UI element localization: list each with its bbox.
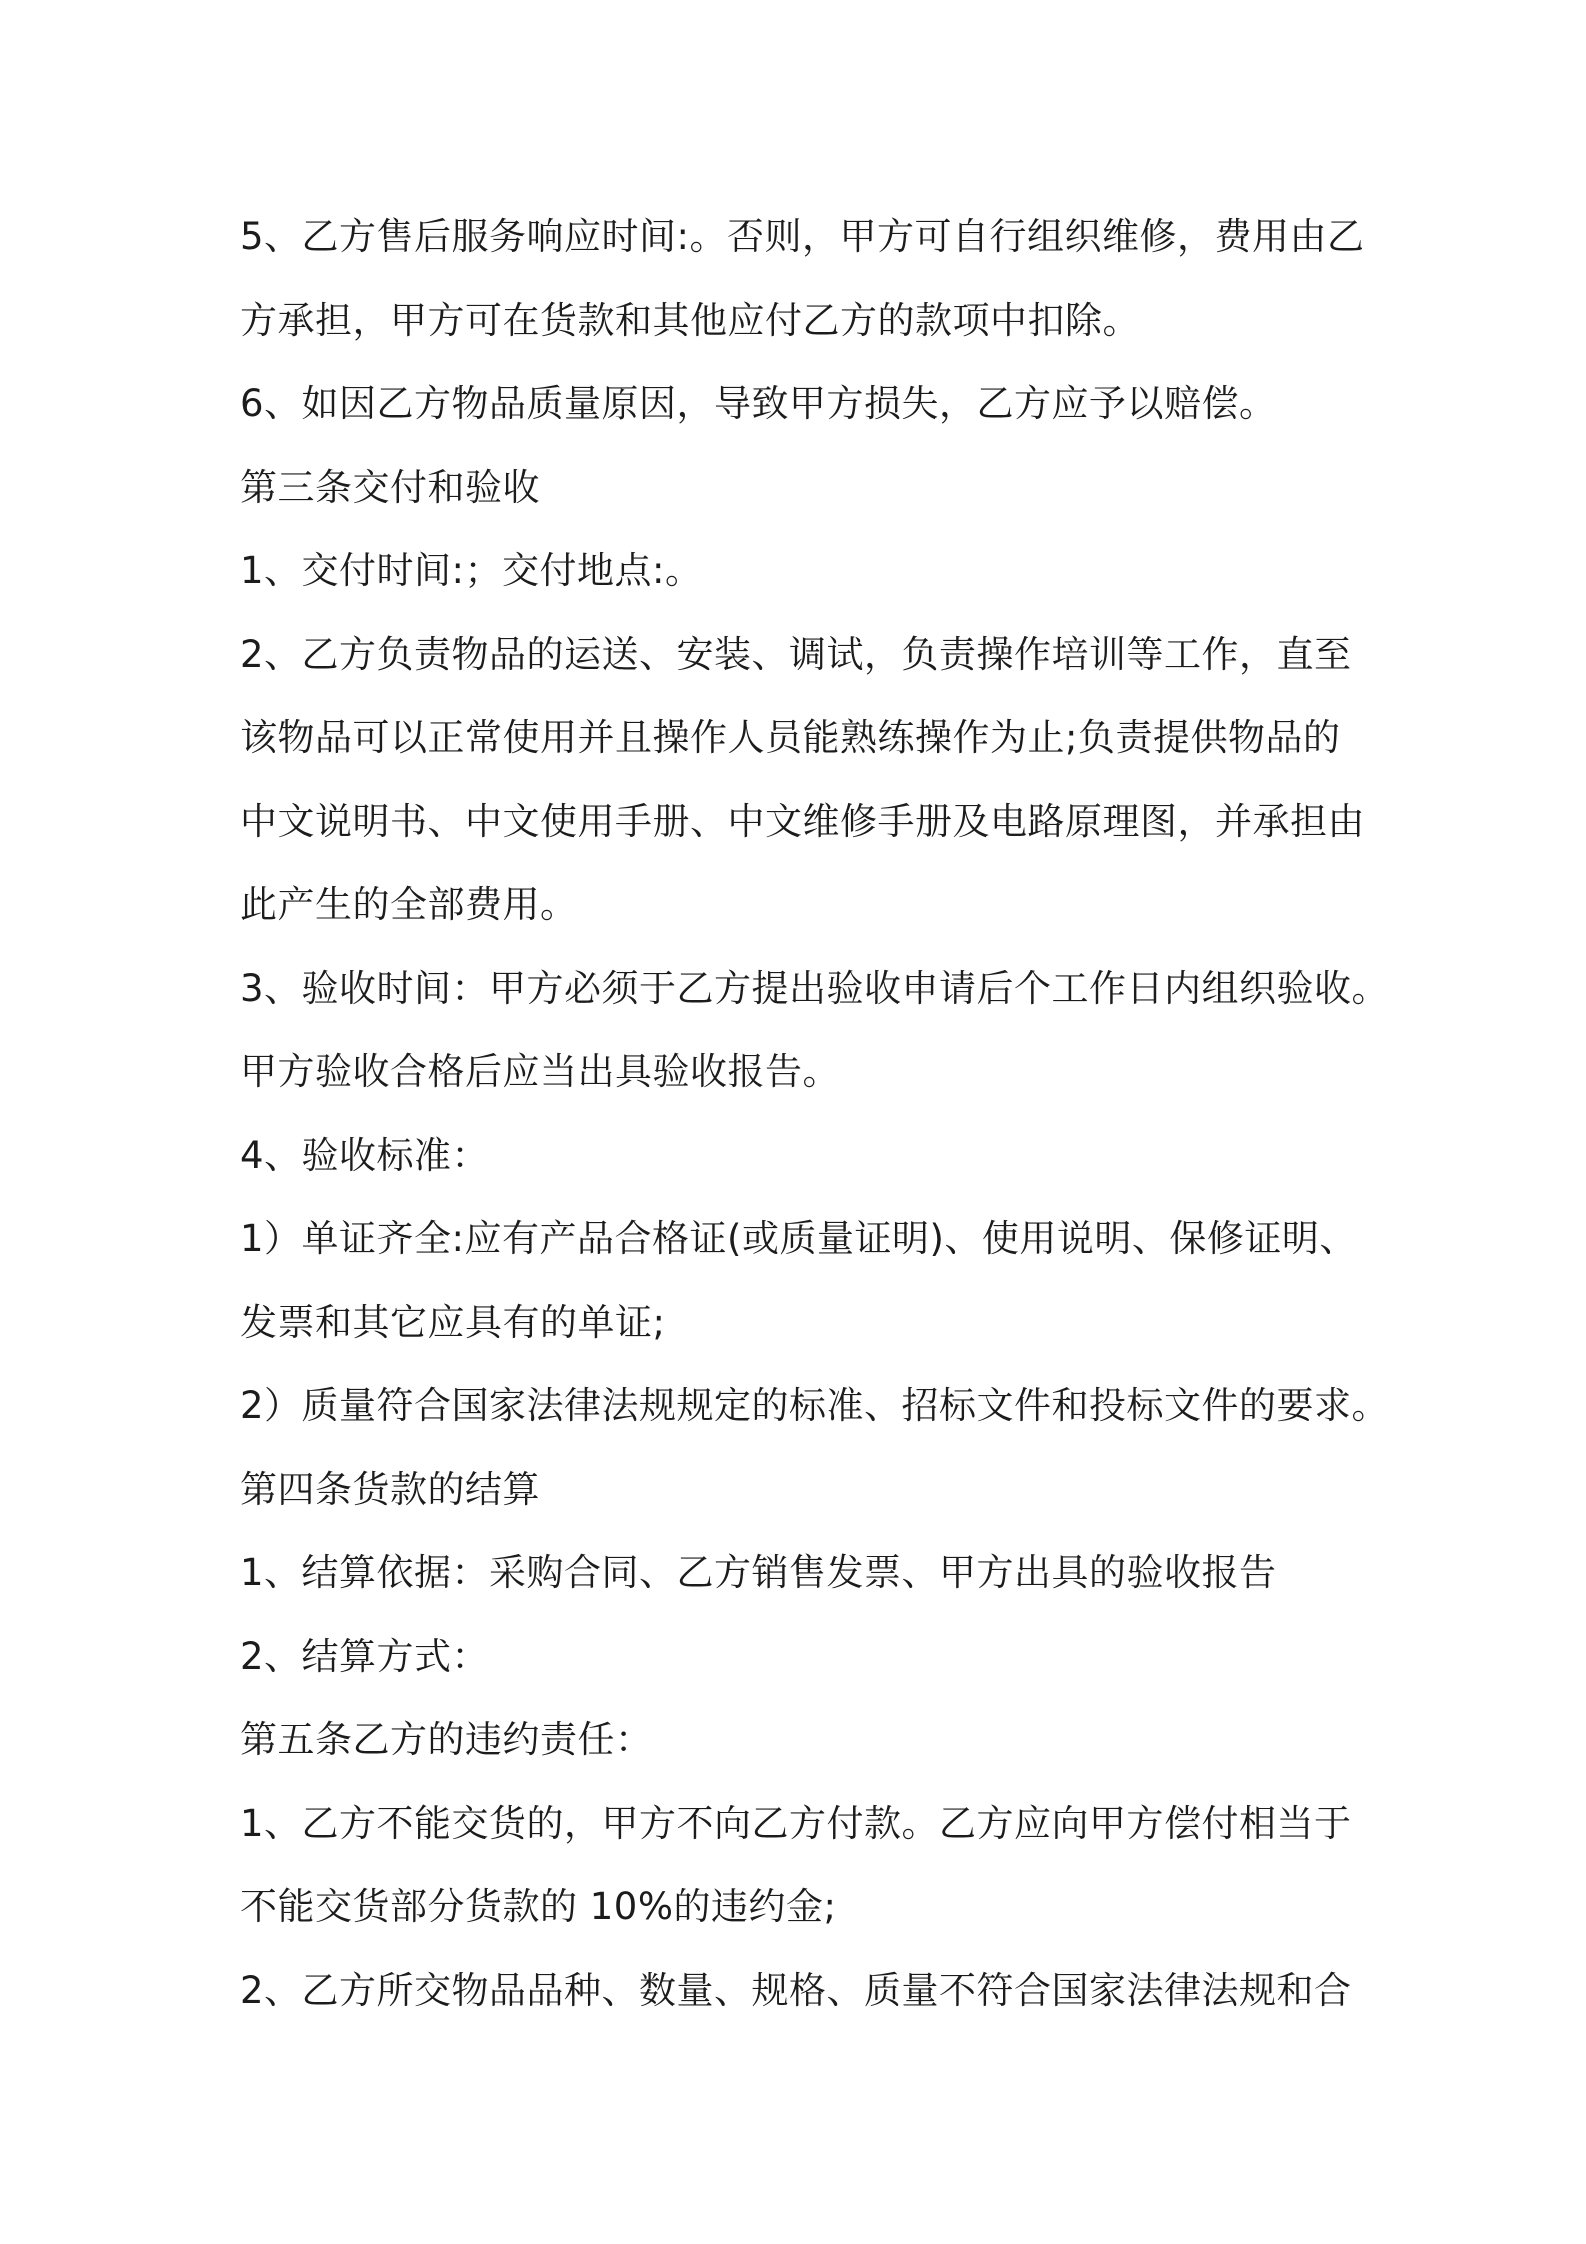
clause-line: 此产生的全部费用。	[240, 883, 578, 926]
clause-line: 2、乙方所交物品品种、数量、规格、质量不符合国家法律法规和合	[240, 1968, 1352, 2012]
clause-line: 6、如因乙方物品质量原因，导致甲方损失，乙方应予以赔偿。	[240, 382, 1277, 425]
section-heading: 第三条交付和验收	[240, 465, 540, 509]
section-heading: 第四条货款的结算	[240, 1467, 540, 1511]
clause-line: 甲方验收合格后应当出具验收报告。	[240, 1050, 840, 1093]
clause-line: 1、乙方不能交货的，甲方不向乙方付款。乙方应向甲方偿付相当于	[240, 1801, 1352, 1845]
clause-line: 方承担，甲方可在货款和其他应付乙方的款项中扣除。	[240, 298, 1140, 342]
clause-line: 4、验收标准：	[240, 1133, 490, 1177]
clause-line: 发票和其它应具有的单证;	[240, 1300, 666, 1344]
clause-line: 1、结算依据：采购合同、乙方销售发票、甲方出具的验收报告	[240, 1551, 1277, 1594]
clause-line: 该物品可以正常使用并且操作人员能熟练操作为止;负责提供物品的	[240, 716, 1341, 759]
clause-line: 不能交货部分货款的 10%的违约金;	[240, 1885, 837, 1928]
clause-line: 1）单证齐全:应有产品合格证(或质量证明)、使用说明、保修证明、	[240, 1217, 1357, 1260]
clause-line: 5、乙方售后服务响应时间:。否则，甲方可自行组织维修，费用由乙	[240, 215, 1365, 258]
contract-text	[240, 195, 1390, 2032]
clause-line: 中文说明书、中文使用手册、中文维修手册及电路原理图，并承担由	[240, 799, 1365, 843]
clause-line: 2）质量符合国家法律法规规定的标准、招标文件和投标文件的要求。	[240, 1384, 1390, 1427]
clause-line: 2、乙方负责物品的运送、安装、调试，负责操作培训等工作，直至	[240, 632, 1352, 676]
section-heading: 第五条乙方的违约责任：	[240, 1718, 653, 1761]
clause-line: 2、结算方式：	[240, 1634, 490, 1678]
clause-line: 1、交付时间:；交付地点:。	[240, 549, 703, 592]
clause-line: 3、验收时间：甲方必须于乙方提出验收申请后个工作日内组织验收。	[240, 966, 1390, 1010]
